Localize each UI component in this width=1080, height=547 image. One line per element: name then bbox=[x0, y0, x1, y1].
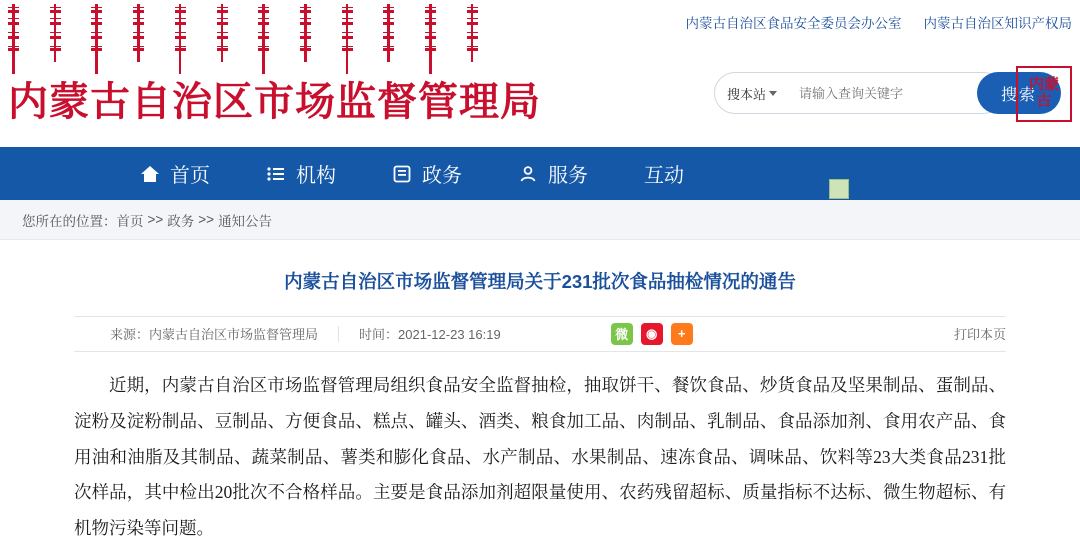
main-nav bbox=[0, 147, 1080, 200]
breadcrumb-item-notices[interactable]: 通知公告 bbox=[218, 213, 273, 229]
search-input[interactable] bbox=[797, 85, 977, 102]
article-source bbox=[110, 324, 318, 343]
list-icon bbox=[266, 164, 286, 184]
breadcrumb bbox=[0, 200, 1080, 240]
chevron-down-icon bbox=[769, 91, 777, 96]
article-body: 近期，内蒙古自治区市场监督管理局组织食品安全监督抽检，抽取饼干、餐饮食品、炒货食品及坚果制品、蛋制品、淀粉及淀粉制品、豆制品、方便食品、糕点、罐头、酒类、粮食加工品、肉制品、乳制品、食品添加剂、食用农产品、食用油和油脂及其制品、蔬菜制品、薯类和膨化食品、水产制品、水果制品、速冻食品、调味品、饮料等23大类食品231批次样品，其中检出20批次不合格样品。主要是食品添加剂超限量使用、农药残留超标、质量指标不达标、微生物超标、有机物污染等问题。 bbox=[74, 374, 1006, 539]
meta-divider bbox=[338, 326, 339, 342]
mouse-cursor-highlight bbox=[829, 179, 849, 199]
article-meta bbox=[74, 316, 1006, 352]
search-button[interactable]: 搜索 bbox=[977, 72, 1061, 114]
top-link-ip-office[interactable]: 内蒙古自治区知识产权局 bbox=[923, 16, 1072, 31]
search-bar[interactable] bbox=[714, 72, 1038, 114]
nav-item-service-label: 服务 bbox=[548, 165, 588, 187]
document-icon bbox=[392, 164, 412, 184]
article-time-label: 时间： bbox=[359, 327, 399, 343]
header-top-links bbox=[686, 12, 1073, 32]
breadcrumb-separator-2: >> bbox=[198, 212, 215, 227]
more-share-icon[interactable]: + bbox=[671, 323, 693, 345]
nav-item-organization-label: 机构 bbox=[296, 165, 336, 187]
breadcrumb-item-government[interactable]: 政务 bbox=[167, 213, 195, 229]
user-icon bbox=[518, 164, 538, 184]
breadcrumb-separator-1: >> bbox=[147, 212, 164, 227]
home-icon bbox=[140, 164, 160, 184]
print-page-link[interactable]: 打印本页 bbox=[953, 327, 1006, 343]
breadcrumb-item-home[interactable]: 首页 bbox=[116, 213, 144, 229]
article-source-label: 来源： bbox=[110, 327, 150, 343]
nav-item-government-label: 政务 bbox=[422, 165, 462, 187]
wechat-share-icon[interactable]: 微 bbox=[611, 323, 633, 345]
article-source-value: 内蒙古自治区市场监督管理局 bbox=[149, 327, 319, 343]
share-buttons bbox=[611, 323, 693, 345]
mongolian-script-logo bbox=[8, 4, 478, 66]
weibo-share-icon[interactable]: ◉ bbox=[641, 323, 663, 345]
official-seal: 内蒙古 bbox=[1016, 66, 1072, 122]
search-scope-selector[interactable] bbox=[727, 84, 777, 103]
nav-item-interaction-label: 互动 bbox=[644, 165, 684, 187]
nav-item-interaction[interactable] bbox=[644, 159, 684, 188]
article-time bbox=[359, 324, 501, 343]
nav-item-organization[interactable] bbox=[266, 159, 336, 188]
nav-item-government[interactable] bbox=[392, 159, 462, 188]
top-link-food-safety[interactable]: 内蒙古自治区食品安全委员会办公室 bbox=[685, 16, 902, 31]
article-time-value: 2021-12-23 16:19 bbox=[398, 327, 501, 343]
site-header bbox=[0, 0, 1080, 147]
nav-item-service[interactable] bbox=[518, 159, 588, 188]
article bbox=[0, 240, 1080, 547]
breadcrumb-prefix: 您所在的位置： bbox=[22, 213, 117, 229]
page-title: 内蒙古自治区市场监督管理局关于231批次食品抽检情况的通告 bbox=[284, 271, 796, 292]
site-title: 内蒙古自治区市场监督管理局 bbox=[8, 79, 541, 124]
search-scope-label: 搜本站 bbox=[727, 86, 767, 102]
nav-item-home-label: 首页 bbox=[170, 165, 210, 187]
nav-item-home[interactable] bbox=[140, 159, 210, 188]
